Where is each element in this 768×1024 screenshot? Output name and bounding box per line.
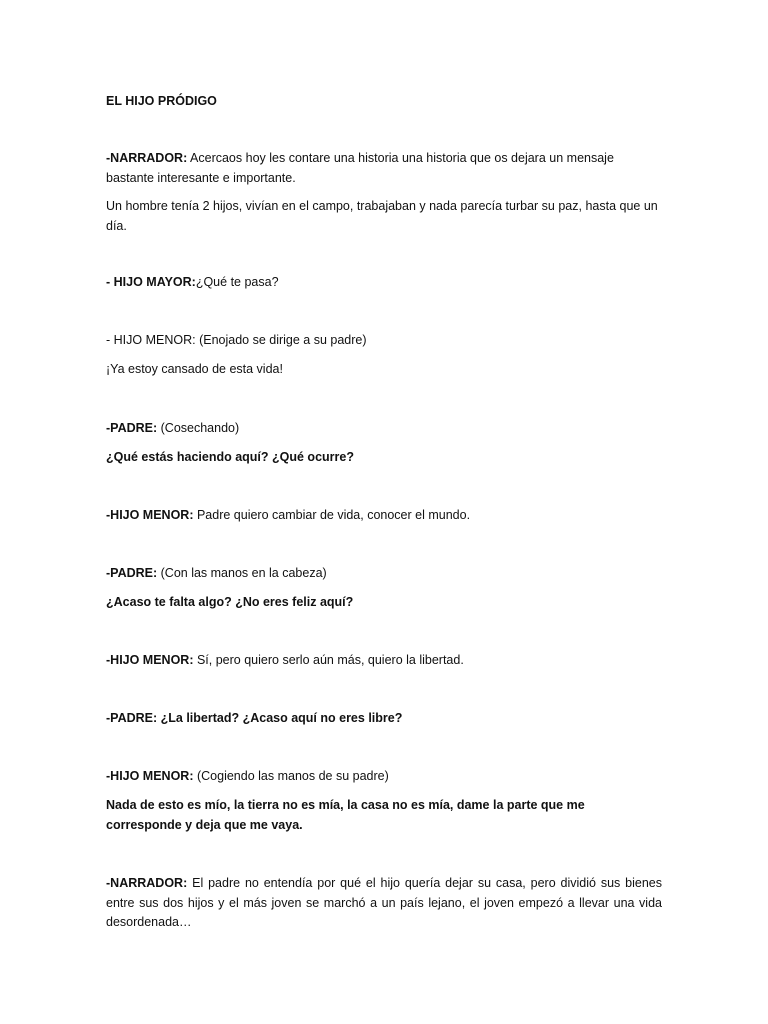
dialogue-text: (Enojado se dirige a su padre) <box>195 333 367 347</box>
dialogue-padre-3 <box>106 709 662 728</box>
speaker-label: -HIJO MENOR: <box>106 769 194 783</box>
dialogue-hijo-mayor-1 <box>106 273 662 292</box>
narration-paragraph-1 <box>106 197 662 236</box>
speaker-label: -PADRE: <box>106 421 158 435</box>
speaker-label: - HIJO MAYOR: <box>106 275 196 289</box>
dialogue-padre-2 <box>106 564 662 583</box>
dialogue-text: El padre no entendía por qué el hijo quería dejar su casa, pero dividió sus bienes entre sus dos hijos y el más joven se marchó a un país lejano, el joven empezó a llevar una vida desordenada… <box>106 876 662 929</box>
dialogue-narrador-2 <box>106 874 662 933</box>
dialogue-hijo-menor-3 <box>106 651 662 670</box>
dialogue-text: ¡Ya estoy cansado de esta vida! <box>106 362 283 376</box>
dialogue-text: ¿La libertad? ¿Acaso aquí no eres libre? <box>157 711 403 725</box>
narration-text: Un hombre tenía 2 hijos, vivían en el campo, trabajaban y nada parecía turbar su paz, hasta que un día. <box>106 199 658 233</box>
dialogue-line-padre-1 <box>106 448 662 467</box>
speaker-label: - HIJO MENOR: <box>106 333 196 347</box>
speaker-label: -NARRADOR: <box>106 876 188 890</box>
dialogue-text: (Cogiendo las manos de su padre) <box>193 769 389 783</box>
speaker-label: -HIJO MENOR: <box>106 653 194 667</box>
dialogue-line-padre-2 <box>106 593 662 612</box>
dialogue-text: Padre quiero cambiar de vida, conocer el mundo. <box>193 508 471 522</box>
dialogue-hijo-menor-1 <box>106 331 662 350</box>
dialogue-line-hijo-menor-1 <box>106 360 662 379</box>
dialogue-narrador-1 <box>106 149 662 188</box>
dialogue-padre-1 <box>106 419 662 438</box>
dialogue-text: ¿Qué te pasa? <box>195 275 279 289</box>
dialogue-text: Acercaos hoy les contare una historia una historia que os dejara un mensaje bastante interesante e importante. <box>106 151 614 185</box>
dialogue-text: (Cosechando) <box>157 421 240 435</box>
dialogue-text: Nada de esto es mío, la tierra no es mía, la casa no es mía, dame la parte que me corresponde y deja que me vaya. <box>106 798 585 832</box>
dialogue-line-hijo-menor-4 <box>106 796 662 835</box>
dialogue-hijo-menor-4 <box>106 767 662 786</box>
speaker-label: -PADRE: <box>106 566 158 580</box>
dialogue-text: Sí, pero quiero serlo aún más, quiero la libertad. <box>193 653 464 667</box>
speaker-label: -PADRE: <box>106 711 158 725</box>
dialogue-hijo-menor-2 <box>106 506 662 525</box>
speaker-label: -NARRADOR: <box>106 151 188 165</box>
dialogue-text: ¿Acaso te falta algo? ¿No eres feliz aquí? <box>106 595 354 609</box>
dialogue-text: (Con las manos en la cabeza) <box>157 566 327 580</box>
dialogue-text: ¿Qué estás haciendo aquí? ¿Qué ocurre? <box>106 450 354 464</box>
speaker-label: -HIJO MENOR: <box>106 508 194 522</box>
document-title: EL HIJO PRÓDIGO <box>106 94 217 108</box>
